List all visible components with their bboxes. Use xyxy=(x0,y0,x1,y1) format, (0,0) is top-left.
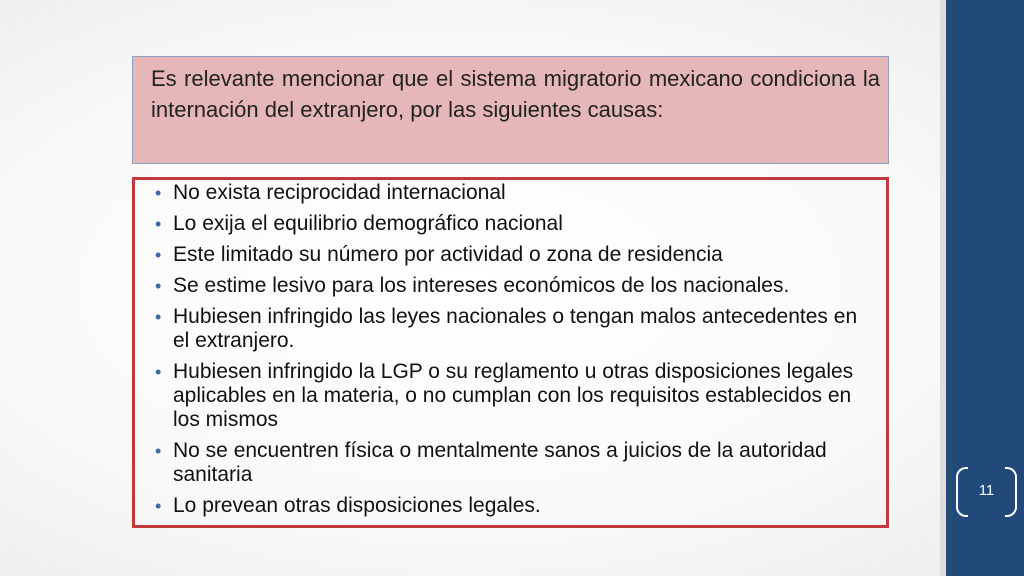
content-box xyxy=(132,177,889,528)
bullet-icon: • xyxy=(155,245,162,265)
page-number: 11 xyxy=(978,482,995,499)
page-number-badge xyxy=(956,467,1017,515)
list-item-text: Hubiesen infringido las leyes nacionales o tengan malos antecedentes en el extranjero. xyxy=(173,305,858,352)
list-item xyxy=(149,305,876,353)
list-item xyxy=(149,243,876,267)
bullet-icon: • xyxy=(155,214,162,234)
bullet-icon: • xyxy=(155,276,162,296)
list-item xyxy=(149,439,876,487)
list-item xyxy=(149,212,876,236)
title-box xyxy=(132,56,889,164)
list-item-text: Este limitado su número por actividad o zona de residencia xyxy=(173,243,723,266)
bullet-icon: • xyxy=(155,441,162,461)
list-item xyxy=(149,360,876,432)
list-item-text: Hubiesen infringido la LGP o su reglamento u otras disposiciones legales aplicables en la materia, o no cumplan con los requisitos establecidos en los mismos xyxy=(173,360,854,431)
list-item-text: No se encuentren física o mentalmente sanos a juicios de la autoridad sanitaria xyxy=(173,439,827,486)
list-item-text: Lo prevean otras disposiciones legales. xyxy=(173,494,541,517)
list-item-text: No exista reciprocidad internacional xyxy=(173,181,506,204)
list-item xyxy=(149,181,876,205)
list-item xyxy=(149,494,876,518)
bullet-icon: • xyxy=(155,362,162,382)
bullet-list xyxy=(149,181,876,518)
bullet-icon: • xyxy=(155,307,162,327)
bullet-icon: • xyxy=(155,496,162,516)
list-item-text: Se estime lesivo para los intereses económicos de los nacionales. xyxy=(173,274,790,297)
bullet-icon: • xyxy=(155,183,162,203)
list-item xyxy=(149,274,876,298)
list-item-text: Lo exija el equilibrio demográfico nacional xyxy=(173,212,563,235)
slide-title: Es relevante mencionar que el sistema migratorio mexicano condiciona la internación del extranjero, por las siguientes causas: xyxy=(151,66,880,122)
